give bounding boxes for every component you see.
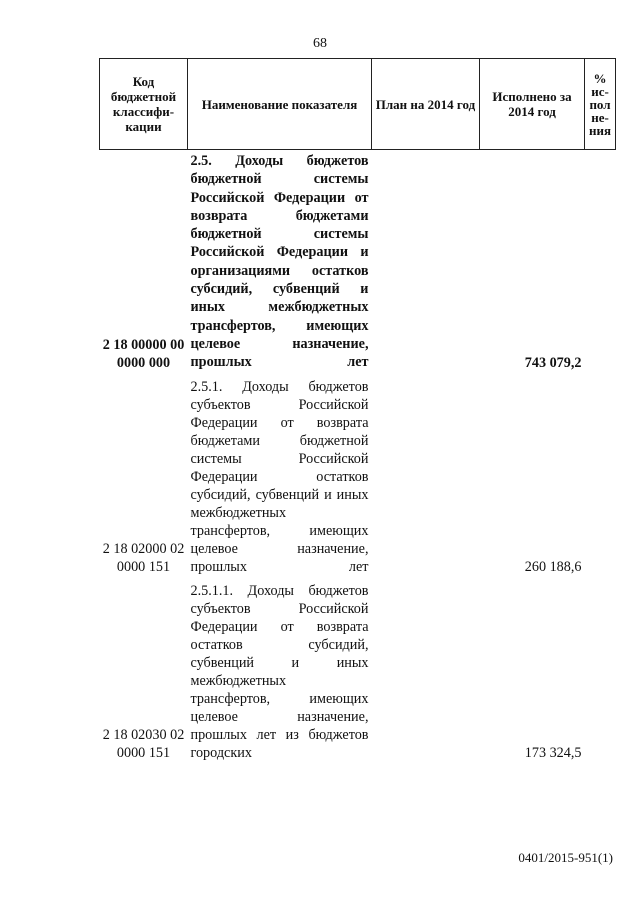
row-plan bbox=[372, 376, 480, 580]
table-row bbox=[100, 580, 616, 766]
table-header-row bbox=[100, 59, 616, 150]
table-row bbox=[100, 150, 616, 376]
budget-table bbox=[99, 58, 616, 766]
row-code: 2 18 02000 02 0000 151 bbox=[102, 540, 185, 575]
header-executed: Исполнено за 2014 год bbox=[480, 59, 585, 150]
row-percent bbox=[585, 376, 616, 580]
row-percent bbox=[585, 150, 616, 376]
row-code: 2 18 02030 02 0000 151 bbox=[102, 726, 185, 761]
row-executed: 173 324,5 bbox=[524, 744, 582, 761]
row-name: 2.5. Доходы бюджетов бюджетной системы Российской Федерации от возврата бюджетами бюджетной системы Российской Федерации и организациями остатков субсидий, субвенций и иных межбюджетных трансфертов, имеющих целевое назначение, прошлых лет bbox=[190, 153, 369, 371]
page-number: 68 bbox=[313, 36, 327, 51]
header-code: Код бюджетной классифи-кации bbox=[100, 59, 188, 150]
header-percent: % ис-пол не-ния bbox=[585, 59, 616, 150]
row-name: 2.5.1.1. Доходы бюджетов субъектов Российской Федерации от возврата остатков субсидий, субвенций и иных межбюджетных трансфертов, имеющих целевое назначение, прошлых лет из бюджетов городских bbox=[190, 582, 369, 761]
table-row bbox=[100, 376, 616, 580]
row-executed: 260 188,6 bbox=[524, 558, 582, 575]
row-executed: 743 079,2 bbox=[524, 354, 582, 371]
row-code: 2 18 00000 00 0000 000 bbox=[102, 336, 185, 371]
header-plan: План на 2014 год bbox=[372, 59, 480, 150]
row-name: 2.5.1. Доходы бюджетов субъектов Российской Федерации от возврата бюджетами бюджетной системы Российской Федерации остатков субсидий, субвенций и иных межбюджетных трансфертов, имеющих целевое назначение, прошлых лет bbox=[190, 378, 369, 575]
row-percent bbox=[585, 580, 616, 766]
row-plan bbox=[372, 150, 480, 376]
header-name: Наименование показателя bbox=[188, 59, 372, 150]
row-plan bbox=[372, 580, 480, 766]
document-code: 0401/2015-951(1) bbox=[518, 850, 613, 865]
